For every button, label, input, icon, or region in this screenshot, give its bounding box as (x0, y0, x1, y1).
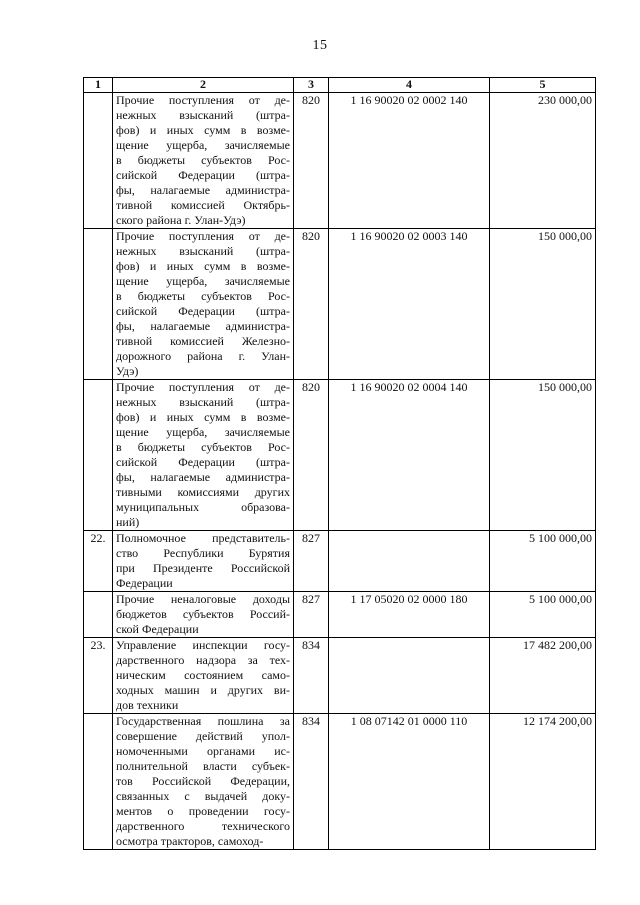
column-header-4: 4 (329, 78, 490, 93)
row-budget-classification-code: 1 08 07142 01 0000 110 (329, 714, 490, 850)
row-budget-classification-code: 1 16 90020 02 0002 140 (329, 93, 490, 229)
description-line: ний) (116, 515, 140, 529)
row-admin-code: 827 (294, 531, 329, 592)
description-line: сийской Федерации (штра- (116, 168, 290, 182)
row-amount: 5 100 000,00 (490, 592, 596, 638)
table-row (84, 380, 596, 531)
description-line: дорожного района г. Улан- (116, 349, 290, 363)
row-number (84, 380, 113, 531)
description-line: сийской Федерации (штра- (116, 455, 290, 469)
row-budget-classification-code: 1 16 90020 02 0004 140 (329, 380, 490, 531)
table-header-row (84, 78, 596, 93)
description-line: фы, налагаемые администра- (116, 470, 290, 484)
row-admin-code: 834 (294, 638, 329, 714)
description-line: Удэ) (116, 364, 139, 378)
row-description (113, 531, 294, 592)
row-admin-code: 820 (294, 229, 329, 380)
description-line: бюджетов субъектов Россий- (116, 607, 290, 621)
row-number: 23. (84, 638, 113, 714)
description-line: в бюджеты субъектов Рос- (116, 289, 290, 303)
description-line: ской Федерации (116, 622, 199, 636)
description-line: Прочие поступления от де- (116, 229, 290, 243)
description-line: фов) и иных сумм в возме- (116, 410, 290, 424)
description-line: ского района г. Улан-Удэ) (116, 213, 246, 227)
row-amount: 150 000,00 (490, 380, 596, 531)
description-line: Прочие поступления от де- (116, 380, 290, 394)
row-amount: 230 000,00 (490, 93, 596, 229)
row-budget-classification-code: 1 17 05020 02 0000 180 (329, 592, 490, 638)
table-row (84, 93, 596, 229)
table-row (84, 592, 596, 638)
row-amount: 12 174 200,00 (490, 714, 596, 850)
row-description (113, 638, 294, 714)
description-line: при Президенте Российской (116, 561, 290, 575)
description-line: Прочие поступления от де- (116, 93, 290, 107)
description-line: нежных взысканий (штра- (116, 108, 290, 122)
description-line: Государственная пошлина за (116, 714, 290, 728)
description-line: сийской Федерации (штра- (116, 304, 290, 318)
description-line: тивной комиссией Железно- (116, 334, 290, 348)
description-line: нежных взысканий (штра- (116, 244, 290, 258)
row-number (84, 714, 113, 850)
row-description (113, 93, 294, 229)
column-header-1: 1 (84, 78, 113, 93)
row-description (113, 592, 294, 638)
description-line: ментов о проведении госу- (116, 804, 290, 818)
row-description (113, 714, 294, 850)
table-row (84, 638, 596, 714)
row-amount: 17 482 200,00 (490, 638, 596, 714)
row-number (84, 592, 113, 638)
row-description (113, 229, 294, 380)
budget-revenue-table (83, 77, 596, 850)
description-line: дов техники (116, 698, 179, 712)
description-line: Федерации (116, 576, 173, 590)
row-amount: 150 000,00 (490, 229, 596, 380)
description-line: ническим состоянием само- (116, 668, 290, 682)
description-line: Полномочное представитель- (116, 531, 290, 545)
description-line: щение ущерба, зачисляемые (116, 274, 290, 288)
row-budget-classification-code (329, 531, 490, 592)
description-line: номоченными органами ис- (116, 744, 290, 758)
description-line: связанных с выдачей доку- (116, 789, 290, 803)
column-header-5: 5 (490, 78, 596, 93)
description-line: тов Российской Федерации, (116, 774, 290, 788)
description-line: щение ущерба, зачисляемые (116, 138, 290, 152)
description-line: в бюджеты субъектов Рос- (116, 440, 290, 454)
description-line: Прочие неналоговые доходы (116, 592, 290, 606)
description-line: фов) и иных сумм в возме- (116, 123, 290, 137)
row-amount: 5 100 000,00 (490, 531, 596, 592)
description-line: фов) и иных сумм в возме- (116, 259, 290, 273)
description-line: дарственного технического (116, 819, 290, 833)
description-line: тивными комиссиями других (116, 485, 290, 499)
row-admin-code: 820 (294, 93, 329, 229)
column-header-2: 2 (113, 78, 294, 93)
description-line: нежных взысканий (штра- (116, 395, 290, 409)
description-line: дарственного надзора за тех- (116, 653, 290, 667)
description-line: фы, налагаемые администра- (116, 319, 290, 333)
row-admin-code: 820 (294, 380, 329, 531)
row-budget-classification-code: 1 16 90020 02 0003 140 (329, 229, 490, 380)
table-row (84, 531, 596, 592)
description-line: тивной комиссией Октябрь- (116, 198, 290, 212)
description-line: в бюджеты субъектов Рос- (116, 153, 290, 167)
row-number (84, 229, 113, 380)
row-admin-code: 834 (294, 714, 329, 850)
description-line: совершение действий упол- (116, 729, 290, 743)
column-header-3: 3 (294, 78, 329, 93)
page-number: 15 (312, 38, 328, 53)
description-line: Управление инспекции госу- (116, 638, 290, 652)
table-row (84, 229, 596, 380)
description-line: ство Республики Бурятия (116, 546, 290, 560)
description-line: щение ущерба, зачисляемые (116, 425, 290, 439)
description-line: ходных машин и других ви- (116, 683, 290, 697)
description-line: полнительной власти субъек- (116, 759, 290, 773)
row-description (113, 380, 294, 531)
row-budget-classification-code (329, 638, 490, 714)
row-number (84, 93, 113, 229)
description-line: муниципальных образова- (116, 500, 290, 514)
row-admin-code: 827 (294, 592, 329, 638)
table-body (84, 93, 596, 850)
description-line: осмотра тракторов, самоход- (116, 834, 264, 848)
table-row (84, 714, 596, 850)
description-line: фы, налагаемые администра- (116, 183, 290, 197)
row-number: 22. (84, 531, 113, 592)
